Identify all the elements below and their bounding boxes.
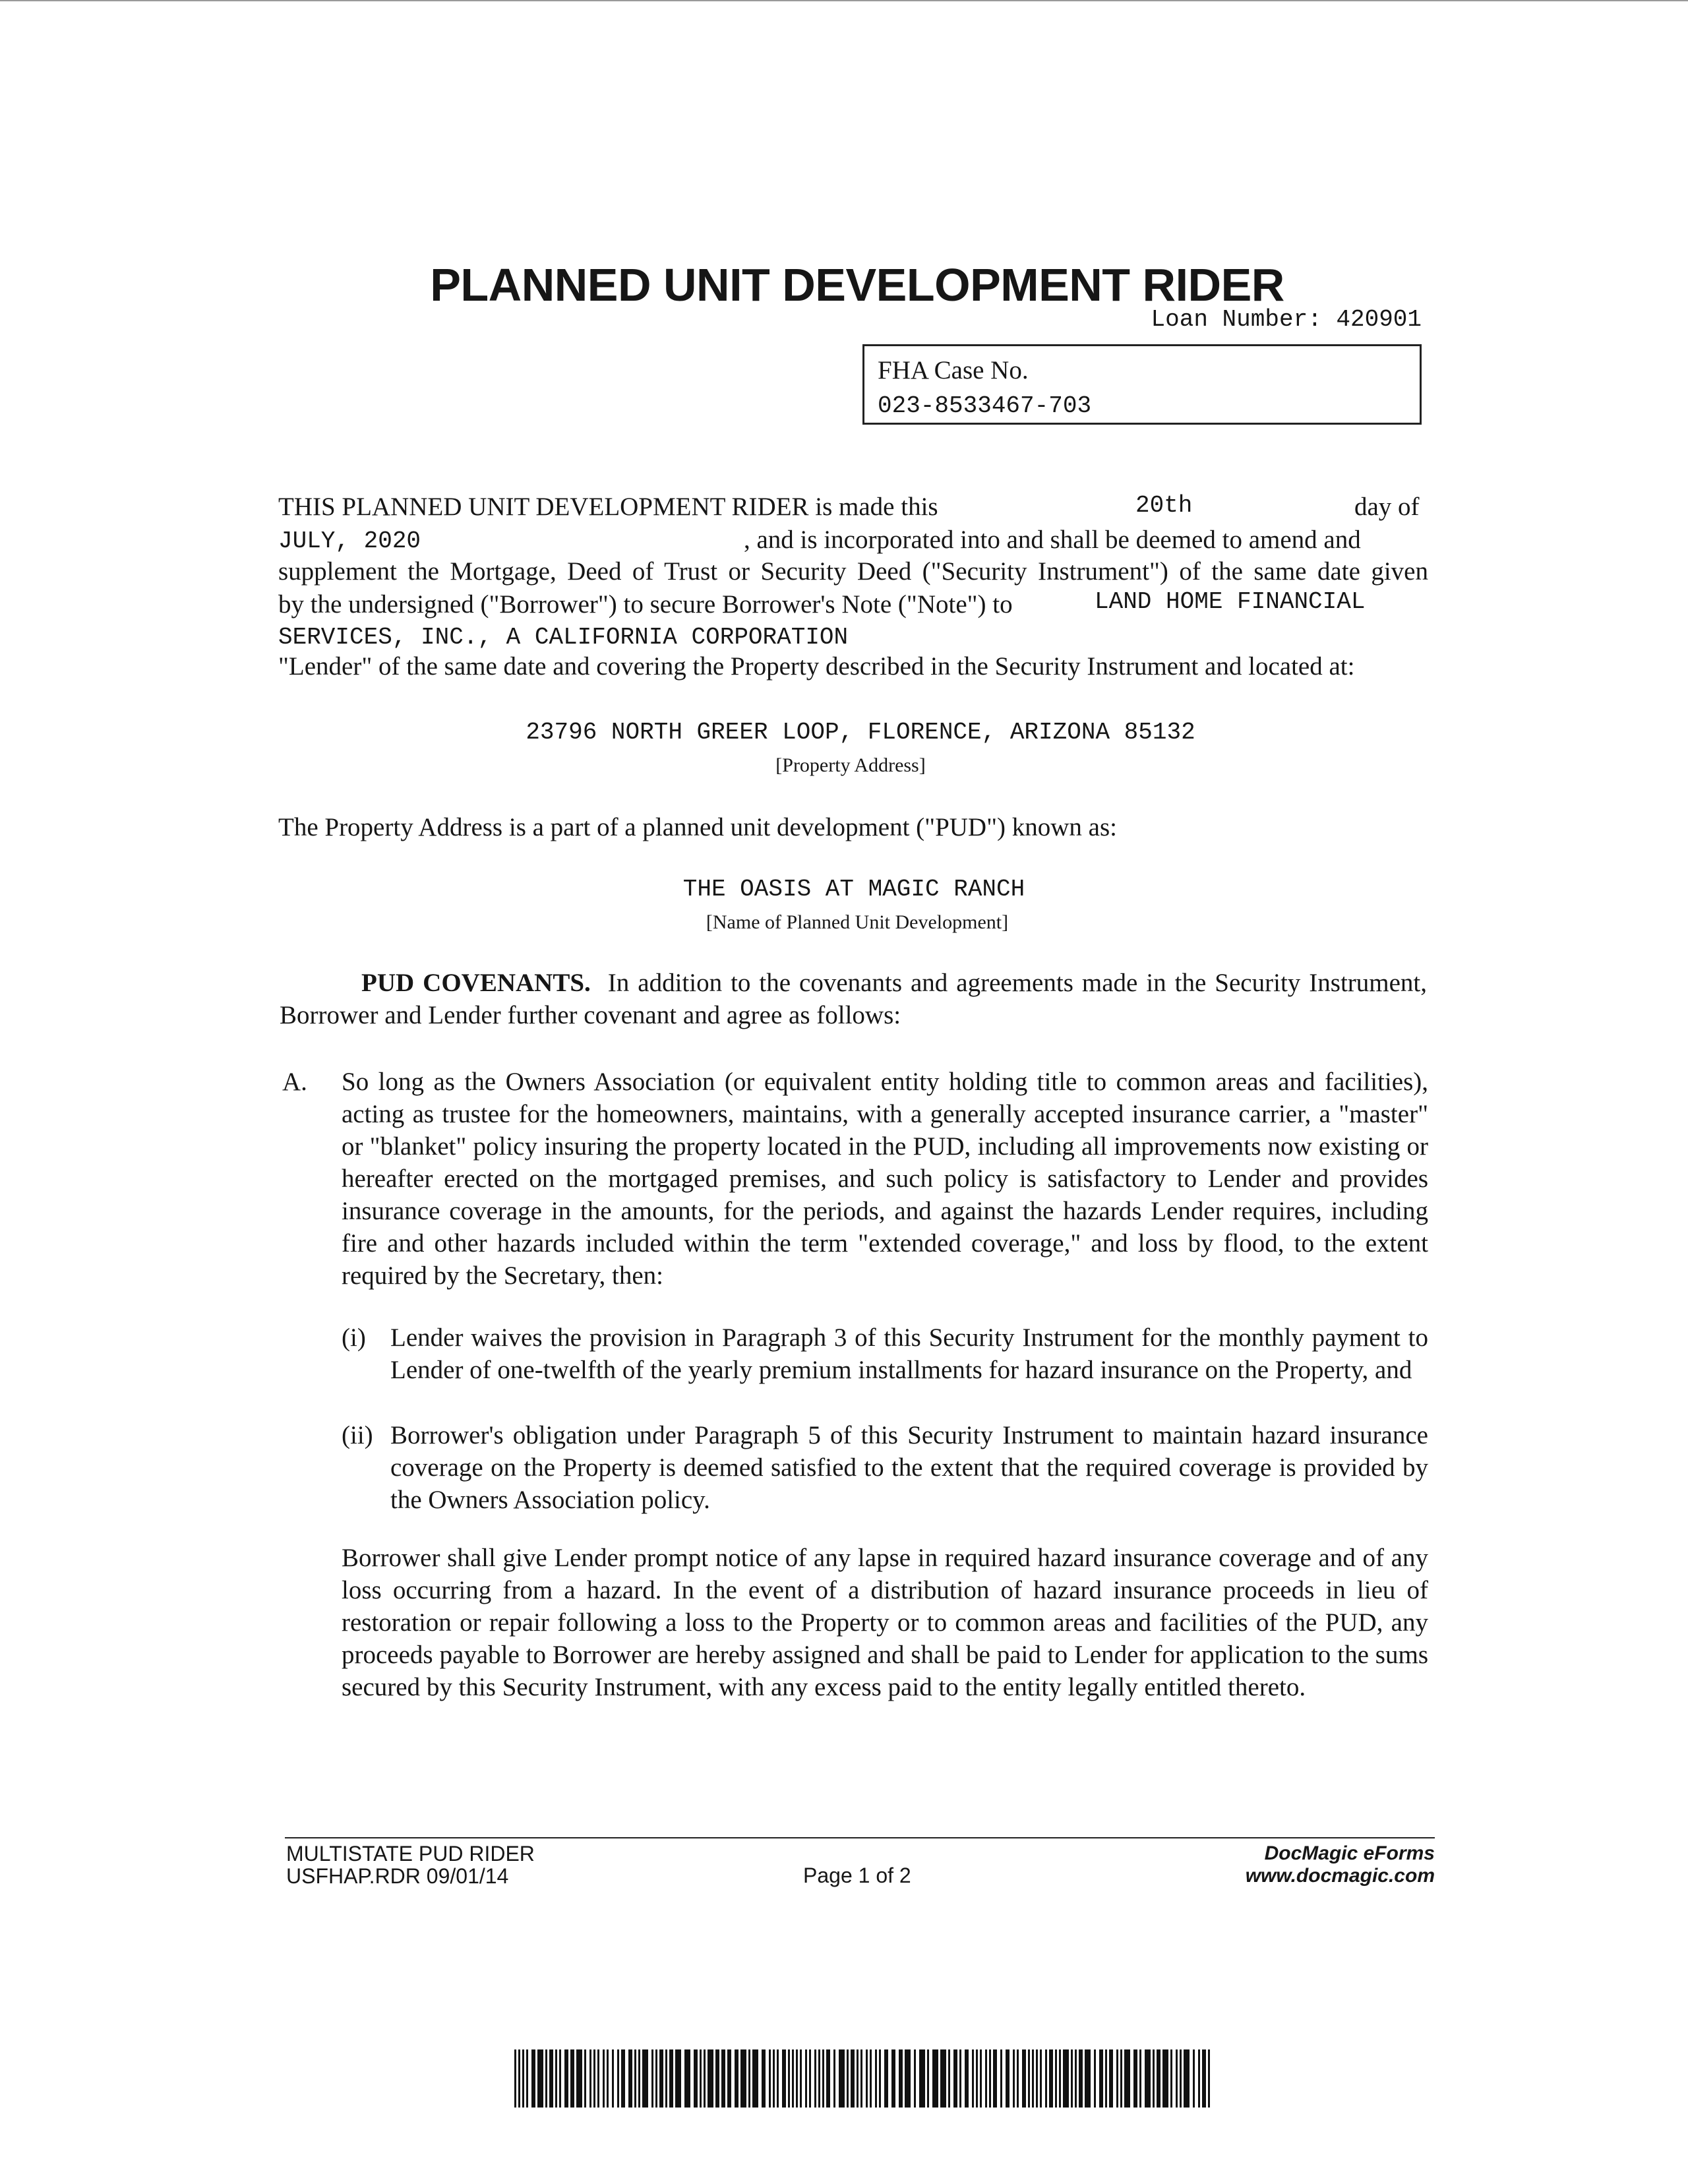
footer-brand: DocMagic eForms — [1264, 1842, 1435, 1864]
footer-form-info — [286, 1842, 535, 1887]
page-number: Page 1 of 2 — [803, 1864, 911, 1887]
intro-line-4-start: by the undersigned ("Borrower") to secure Borrower's Note ("Note") to — [278, 590, 1013, 619]
property-address: 23796 NORTH GREER LOOP, FLORENCE, ARIZONA 85132 — [526, 719, 1195, 746]
intro-line-1-end: day of — [1354, 493, 1420, 521]
property-address-caption: [Property Address] — [775, 754, 926, 776]
pud-name: THE OASIS AT MAGIC RANCH — [682, 876, 1025, 903]
lender-name-part-1: LAND HOME FINANCIAL — [1095, 588, 1366, 615]
barcode-image — [514, 2049, 1213, 2108]
section-a-marker: A. — [282, 1068, 307, 1096]
intro-line-2-end: , and is incorporated into and shall be deemed to amend and — [744, 526, 1361, 554]
item-i-text: Lender waives the provision in Paragraph 3 of this Security Instrument for the monthly payment to Lender of one-twelfth of the yearly premium installments for hazard insurance on the Property, and — [390, 1323, 1428, 1384]
document-title: PLANNED UNIT DEVELOPMENT RIDER — [430, 259, 1284, 311]
item-ii-text: Borrower's obligation under Paragraph 5 of this Security Instrument to maintain hazard insurance coverage on the Property is deemed satisfied to the extent that the required coverage is provided by the Owners Association policy. — [390, 1421, 1428, 1514]
fha-case-box — [862, 344, 1422, 425]
rider-month-year: JULY, 2020 — [278, 528, 421, 555]
intro-line-6: "Lender" of the same date and covering the Property described in the Security Instrument and located at: — [278, 652, 1355, 681]
loan-number: Loan Number: 420901 — [1151, 306, 1422, 333]
pud-covenants-paragraph — [280, 967, 1427, 1031]
pud-covenants-text: In addition to the covenants and agreements made in the Security Instrument, Borrower and Lender further covenant and agree as follows: — [280, 969, 1427, 1029]
lender-name-part-2: SERVICES, INC., A CALIFORNIA CORPORATION — [278, 624, 849, 651]
pud-covenants-heading: PUD COVENANTS. — [361, 969, 591, 997]
footer-brand-info — [1246, 1842, 1435, 1887]
fha-case-label: FHA Case No. — [878, 356, 1029, 384]
footer-form-name: MULTISTATE PUD RIDER — [286, 1842, 535, 1866]
footer-form-code: USFHAP.RDR 09/01/14 — [286, 1864, 509, 1888]
item-ii-marker: (ii) — [342, 1421, 373, 1449]
section-a-text: So long as the Owners Association (or equivalent entity holding title to common areas and facilities), acting as trustee for the homeowners, maintains, with a generally accepted insurance carrier, a "master" or "blanket" policy insuring the property located in the PUD, including all improvements now existing or hereafter erected on the mortgaged premises, and such policy is satisfactory to Lender and provides insurance coverage in the amounts, for the periods, and against the hazards Lender requires, including fire and other hazards included within the term "extended coverage," and loss by flood, to the extent required by the Secretary, then: — [342, 1068, 1428, 1290]
footer-url: www.docmagic.com — [1245, 1865, 1435, 1887]
fha-case-number: 023-8533467-703 — [878, 392, 1092, 419]
hazard-notice-paragraph: Borrower shall give Lender prompt notice of any lapse in required hazard insurance coverage and of any loss occurring from a hazard. In the event of a distribution of hazard insurance proceeds in lieu of restoration or repair following a loss to the Property or to common areas and facilities of the PUD, any proceeds payable to Borrower are hereby assigned and shall be paid to Lender for application to the sums secured by this Security Instrument, with any excess paid to the entity legally entitled thereto. — [342, 1544, 1428, 1701]
item-i-marker: (i) — [342, 1323, 366, 1352]
pud-name-caption: [Name of Planned Unit Development] — [706, 911, 1009, 933]
intro-line-1-start: THIS PLANNED UNIT DEVELOPMENT RIDER is made this — [278, 493, 938, 521]
scan-top-edge — [0, 0, 1688, 1]
pud-intro: The Property Address is a part of a planned unit development ("PUD") known as: — [278, 813, 1117, 841]
rider-day: 20th — [1135, 492, 1193, 519]
footer-divider — [285, 1837, 1435, 1838]
intro-line-3: supplement the Mortgage, Deed of Trust or Security Deed ("Security Instrument") of the same date given — [278, 557, 1428, 586]
